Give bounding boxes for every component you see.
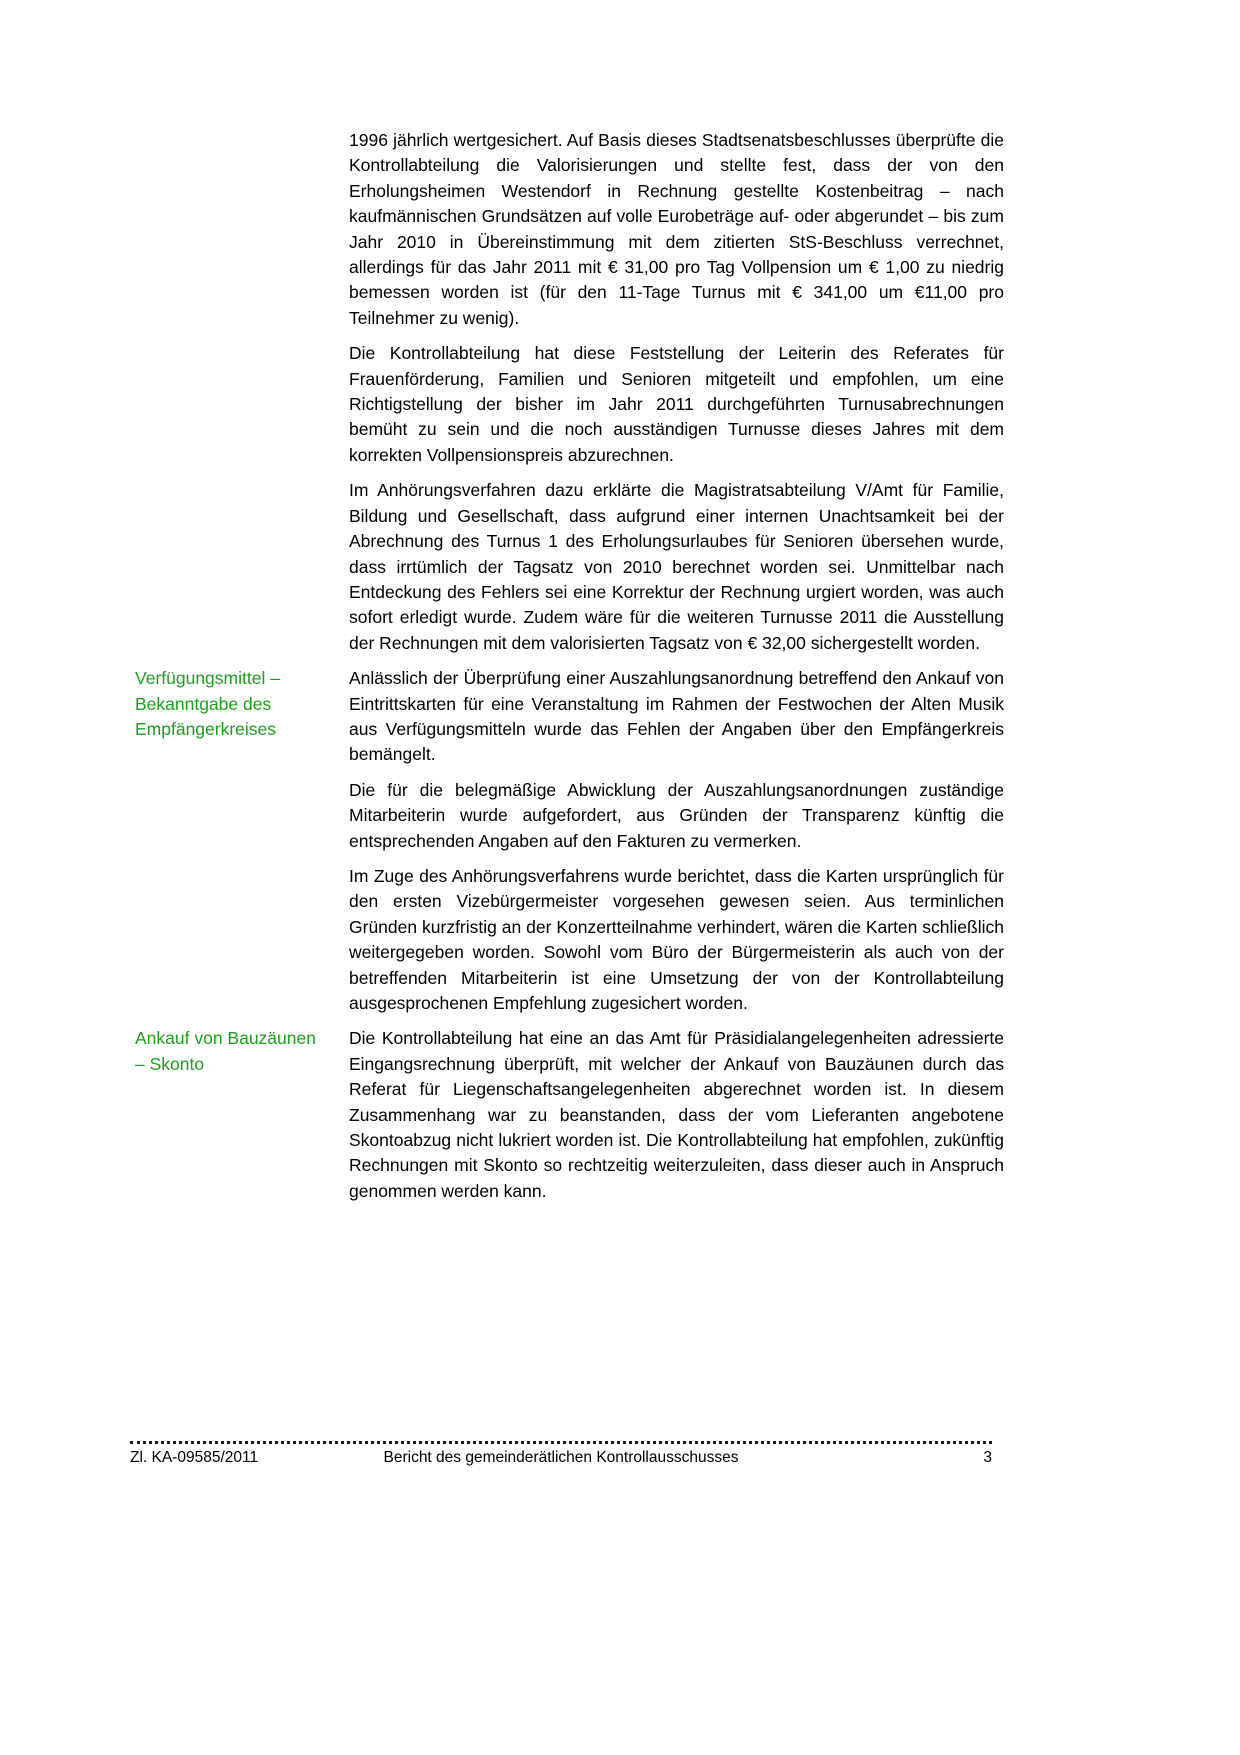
paragraph: Die für die belegmäßige Abwicklung der Auszahlungsanordnungen zuständige Mitarbeiterin wurde aufgefordert, aus Gründen der Transparenz künftig die entsprechenden Angaben auf den Fakturen zu vermerken. xyxy=(349,779,1004,851)
body-text-column xyxy=(349,1026,1004,1214)
section-valorisierung xyxy=(0,128,1240,666)
footer-document-title: Bericht des gemeinderätlichen Kontrollausschusses xyxy=(383,1449,739,1466)
margin-label: Ankauf von Bauzäunen – Skonto xyxy=(135,1028,316,1074)
page-footer xyxy=(130,1441,992,1469)
body-text-column xyxy=(349,128,1004,666)
margin-label: Verfügungsmittel – Bekanntgabe des Empfängerkreises xyxy=(135,668,280,739)
footer-dotted-divider xyxy=(130,1441,992,1444)
section-verfuegungsmittel xyxy=(0,666,1240,1026)
paragraph: Im Anhörungsverfahren dazu erklärte die Magistratsabteilung V/Amt für Familie, Bildung und Gesellschaft, dass aufgrund einer internen Unachtsamkeit bei der Abrechnung des Turnus 1 des Erholungsurlaubes für Senioren übersehen wurde, dass irrtümlich der Tagsatz von 2010 berechnet worden sei. Unmittelbar nach Entdeckung des Fehlers sei eine Korrektur der Rechnung urgiert worden, was auch sofort erledigt wurde. Zudem wäre für die weiteren Turnusse 2011 die Ausstellung der Rechnungen mit dem valorisierten Tagsatz von € 32,00 sichergestellt worden. xyxy=(349,480,1004,653)
paragraph: 1996 jährlich wertgesichert. Auf Basis dieses Stadtsenatsbeschlusses überprüfte die Kontrollabteilung die Valorisierungen und stellte fest, dass der von den Erholungsheimen Westendorf in Rechnung gestellte Kostenbeitrag – nach kaufmännischen Grundsätzen auf volle Eurobeträge auf- oder abgerundet – bis zum Jahr 2010 in Übereinstimmung mit dem zitierten StS-Beschluss verrechnet, allerdings für das Jahr 2011 mit € 31,00 pro Tag Vollpension um € 1,00 zu niedrig bemessen worden ist (für den 11-Tage Turnus mit € 341,00 um €11,00 pro Teilnehmer zu wenig). xyxy=(349,130,1004,328)
section-bauzaeune xyxy=(0,1026,1240,1214)
content-area xyxy=(0,128,1240,1214)
margin-label-column xyxy=(135,1026,349,1077)
footer-row xyxy=(130,1447,992,1469)
margin-label-column xyxy=(135,666,349,742)
paragraph: Die Kontrollabteilung hat eine an das Amt für Präsidialangelegenheiten adressierte Eingangsrechnung überprüft, mit welcher der Ankauf von Bauzäunen durch das Referat für Liegenschaftsangelegenheiten abgerechnet worden ist. In diesem Zusammenhang war zu beanstanden, dass der vom Lieferanten angebotene Skontoabzug nicht lukriert worden ist. Die Kontrollabteilung hat empfohlen, zukünftig Rechnungen mit Skonto so rechtzeitig weiterzuleiten, dass dieser auch in Anspruch genommen werden kann. xyxy=(349,1028,1004,1201)
footer-reference-number: Zl. KA-09585/2011 xyxy=(130,1449,259,1466)
paragraph: Anlässlich der Überprüfung einer Auszahlungsanordnung betreffend den Ankauf von Eintrittskarten für eine Veranstaltung im Rahmen der Festwochen der Alten Musik aus Verfügungsmitteln wurde das Fehlen der Angaben über den Empfängerkreis bemängelt. xyxy=(349,668,1004,765)
paragraph: Im Zuge des Anhörungsverfahrens wurde berichtet, dass die Karten ursprünglich für den ersten Vizebürgermeister vorgesehen gewesen seien. Aus terminlichen Gründen kurzfristig an der Konzertteilnahme verhindert, wären die Karten schließlich weitergegeben worden. Sowohl vom Büro der Bürgermeisterin als auch von der betreffenden Mitarbeiterin ist eine Umsetzung der von der Kontrollabteilung ausgesprochenen Empfehlung zugesichert worden. xyxy=(349,865,1004,1013)
footer-page-number: 3 xyxy=(983,1449,992,1466)
body-text-column xyxy=(349,666,1004,1026)
paragraph: Die Kontrollabteilung hat diese Feststellung der Leiterin des Referates für Frauenförderung, Familien und Senioren mitgeteilt und empfohlen, um eine Richtigstellung der bisher im Jahr 2011 durchgeführten Turnusabrechnungen bemüht zu sein und die noch ausständigen Turnusse dieses Jahres mit dem korrekten Vollpensionspreis abzurechnen. xyxy=(349,343,1004,465)
